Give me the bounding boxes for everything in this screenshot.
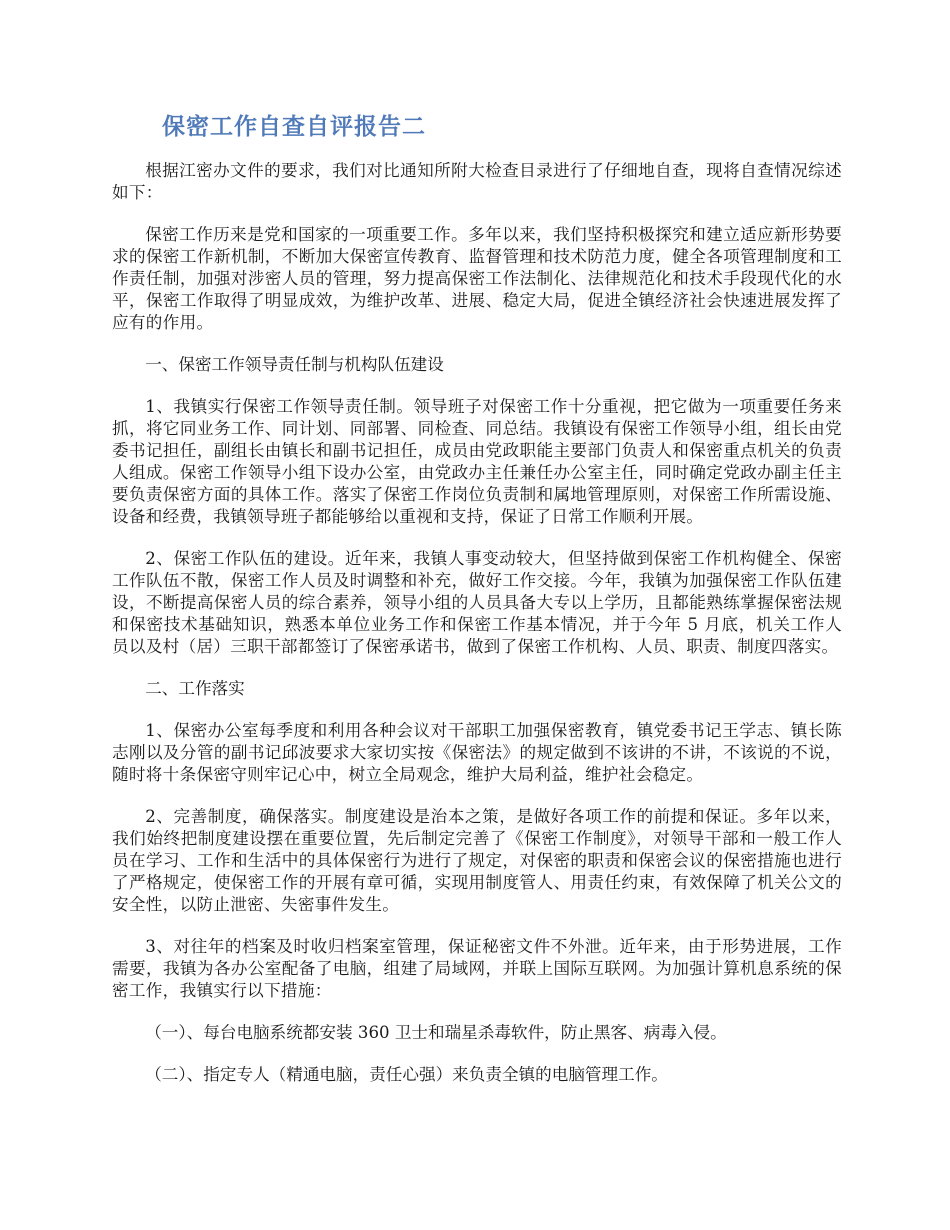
document-title: 保密工作自查自评报告二 [162, 114, 426, 140]
section-heading-1: 一、保密工作领导责任制与机构队伍建设 [145, 355, 444, 374]
measure-item-1: （一）、每台电脑系统都安装 360 卫士和瑞星杀毒软件，防止黑客、病毒入侵。 [145, 1023, 727, 1042]
section1-paragraph-2: 2、保密工作队伍的建设。近年来，我镇人事变动较大，但坚持做到保密工作机构健全、保密工作队伍不散，保密工作人员及时调整和补充，做好工作交接。今年，我镇为加强保密工作队伍建设，不断提高保密人员的综合素养，领导小组的人员具备大专以上学历，且都能熟练掌握保密法规和保密技术基础知识，熟悉本单位业务工作和保密工作基本情况，并于今年 5 月底，机关工作人员以及村（居）三职干部都签订了保密承诺书，做到了保密工作机构、人员、职责、制度四落实。 [112, 549, 842, 656]
section1-paragraph-1: 1、我镇实行保密工作领导责任制。领导班子对保密工作十分重视，把它做为一项重要任务来抓，将它同业务工作、同计划、同部署、同检查、同总结。我镇设有保密工作领导小组，组长由党委书记担任，副组长由镇长和副书记担任，成员由党政职能主要部门负责人和保密重点机关的负责人组成。保密工作领导小组下设办公室，由党政办主任兼任办公室主任，同时确定党政办副主任主要负责保密方面的具体工作。落实了保密工作岗位负责制和属地管理原则，对保密工作所需设施、设备和经费，我镇领导班子都能够给以重视和支持，保证了日常工作顺利开展。 [112, 397, 842, 526]
overview-paragraph: 保密工作历来是党和国家的一项重要工作。多年以来，我们坚持积极探究和建立适应新形势要求的保密工作新机制，不断加大保密宣传教育、监督管理和技术防范力度，健全各项管理制度和工作责任制，加强对涉密人员的管理，努力提高保密工作法制化、法律规范化和技术手段现代化的水平，保密工作取得了明显成效，为维护改革、进展、稳定大局，促进全镇经济社会快速进展发挥了应有的作用。 [112, 225, 842, 332]
measure-item-2: （二）、指定专人（精通电脑，责任心强）来负责全镇的电脑管理工作。 [145, 1065, 668, 1084]
intro-paragraph: 根据江密办文件的要求，我们对比通知所附大检查目录进行了仔细地自查，现将自查情况综述如下： [112, 161, 842, 202]
section2-paragraph-2: 2、完善制度，确保落实。制度建设是治本之策，是做好各项工作的前提和保证。多年以来，我们始终把制度建设摆在重要位置，先后制定完善了《保密工作制度》，对领导干部和一般工作人员在学习、工作和生活中的具体保密行为进行了规定，对保密的职责和保密会议的保密措施也进行了严格规定，使保密工作的开展有章可循，实现用制度管人、用责任约束，有效保障了机关公文的安全性，以防止泄密、失密事件发生。 [112, 807, 842, 914]
section2-paragraph-1: 1、保密办公室每季度和利用各种会议对干部职工加强保密教育，镇党委书记王学志、镇长陈志刚以及分管的副书记邱波要求大家切实按《保密法》的规定做到不该讲的不讲，不该说的不说，随时将十条保密守则牢记心中，树立全局观念，维护大局利益，维护社会稳定。 [112, 721, 842, 784]
section2-paragraph-3: 3、对往年的档案及时收归档案室管理，保证秘密文件不外泄。近年来，由于形势进展，工作需要，我镇为各办公室配备了电脑，组建了局域网，并联上国际互联网。为加强计算机息系统的保密工作，我镇实行以下措施： [112, 937, 842, 1000]
document-page [112, 108, 842, 1106]
section-heading-2: 二、工作落实 [145, 679, 245, 698]
